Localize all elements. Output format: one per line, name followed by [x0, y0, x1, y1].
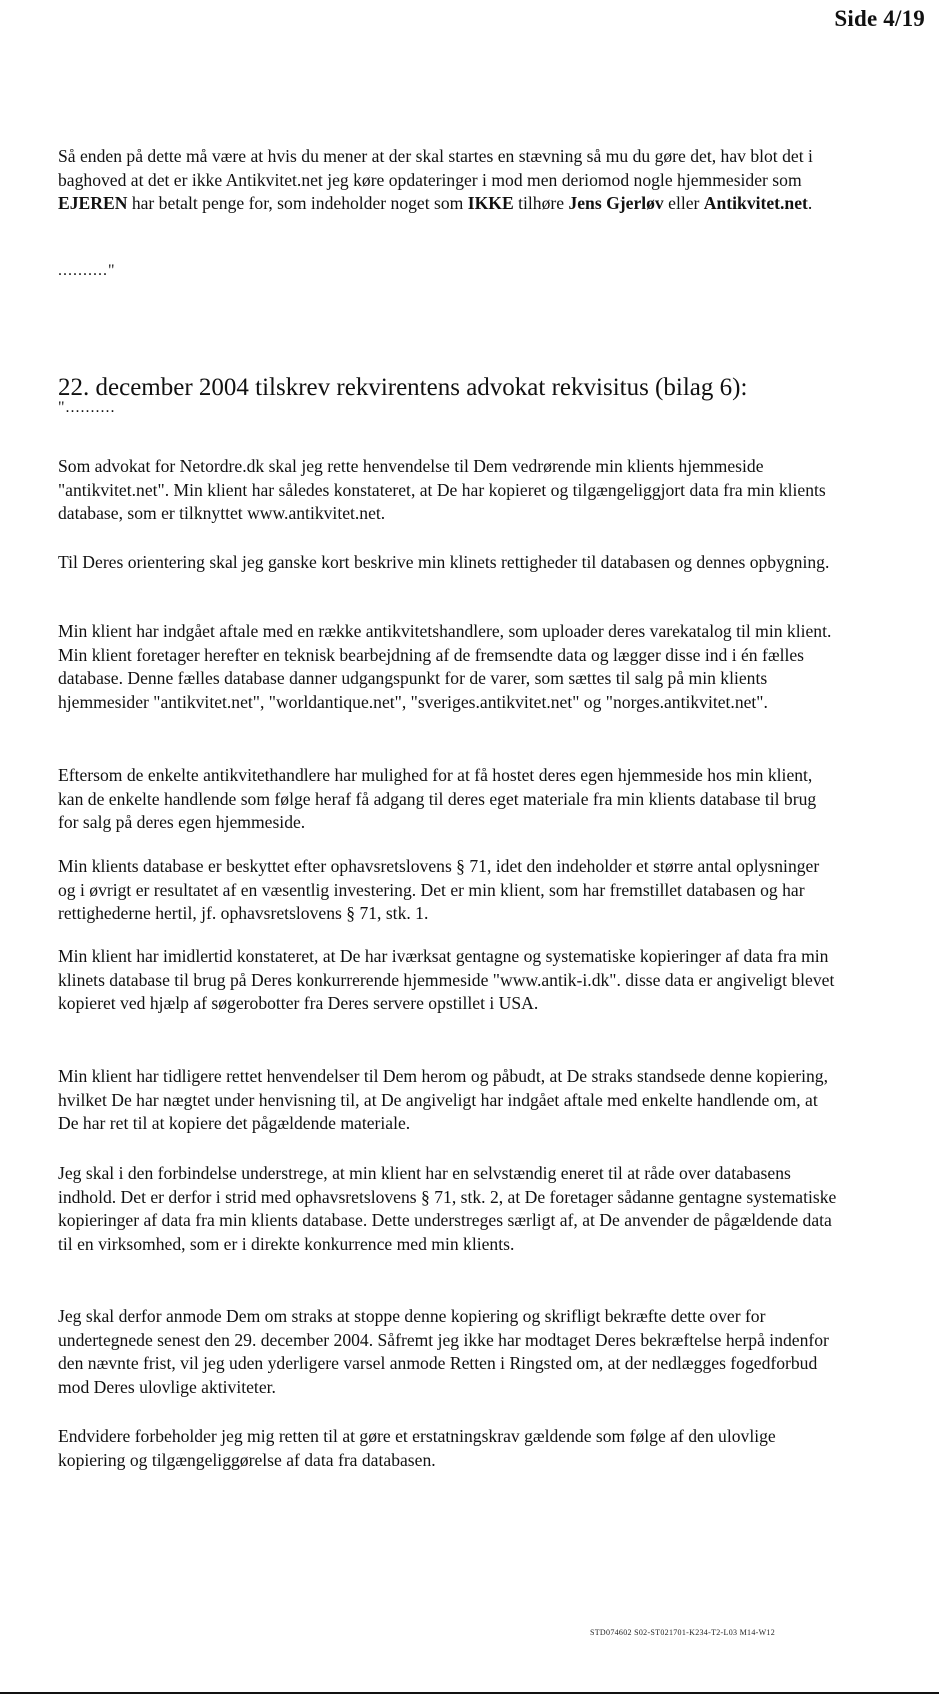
letter-paragraph: Endvidere forbeholder jeg mig retten til at gøre et erstatningskrav gældende som følge af den ulovlige kopiering og tilgængeliggørelse af data fra databasen.: [58, 1426, 776, 1470]
letter-paragraph: Min klient har imidlertid konstateret, at De har iværksat gentagne og systematiske kopieringer af data fra min klinets database til brug på Deres konkurrerende hjemmeside "www.antik-i.dk". disse data er angiveligt blevet kopieret ved hjælp af søgerobotter fra Deres servere opstillet i USA.: [58, 946, 835, 1013]
letter-paragraph: Min klients database er beskyttet efter ophavsretslovens § 71, idet den indeholder et større antal oplysninger og i øvrigt er resultatet af en væsentlig investering. Det er min klient, som har fremstillet databasen og har rettighederne hertil, jf. ophavsretslovens § 71, stk. 1.: [58, 856, 820, 923]
quote-text-2: har betalt penge for, som indeholder noget som: [127, 193, 468, 213]
quote-text-5: .: [807, 193, 813, 213]
letter-paragraph: Som advokat for Netordre.dk skal jeg rette henvendelse til Dem vedrørende min klients hjemmeside "antikvitet.net". Min klient har således konstateret, at De har kopieret og tilgængeliggjort data fra min klients database, som er tilknyttet www.antikvitet.net.: [58, 456, 826, 523]
letter-paragraph: Jeg skal derfor anmode Dem om straks at stoppe denne kopiering og skrifligt bekræfte dette over for undertegnede senest den 29. december 2004. Såfremt jeg ikke har modtaget Deres bekræftelse herpå indenfor den nævnte frist, vil jeg uden yderligere varsel anmode Retten i Ringsted om, at der nedlægges fogedforbud mod Deres ulovlige aktiviteter.: [58, 1306, 829, 1397]
quote-jens: Jens Gjerløv: [568, 193, 664, 213]
quoted-paragraph: [58, 145, 838, 216]
quote-open-ellipsis: "..........: [58, 399, 116, 416]
section-heading: 22. december 2004 tilskrev rekvirentens advokat rekvisitus (bilag 6):: [58, 374, 748, 401]
quote-close-ellipsis: ..........": [58, 262, 116, 279]
quote-text-1: Så enden på dette må være at hvis du mener at der skal startes en stævning så mu du gøre det, hav blot det i baghoved at det er ikke Antikvitet.net jeg køre opdateringer i mod men deriomod nogle hjemmesider som: [58, 146, 813, 190]
page-number: Side 4/19: [834, 6, 925, 31]
letter-paragraph: Min klient har indgået aftale med en række antikvitetshandlere, som uploader deres varekatalog til min klient. Min klient foretager herefter en teknisk bearbejdning af de fremsendte data og lægger disse ind i én fælles database. Denne fælles database danner udgangspunkt for de varer, som sættes til salg på min klients hjemmesider "antikvitet.net", "worldantique.net", "sveriges.antikvitet.net" og "norges.antikvitet.net".: [58, 621, 832, 712]
letter-paragraph: Eftersom de enkelte antikvitethandlere har mulighed for at få hostet deres egen hjemmeside hos min klient, kan de enkelte handlende som følge heraf få adgang til deres eget materiale fra min klients database til brug for salg på deres egen hjemmeside.: [58, 765, 817, 832]
quote-text-3: tilhøre: [513, 193, 569, 213]
letter-paragraph: Til Deres orientering skal jeg ganske kort beskrive min klinets rettigheder til databasen og dennes opbygning.: [58, 552, 830, 572]
quote-ejeren: EJEREN: [58, 193, 128, 213]
letter-paragraph: Min klient har tidligere rettet henvendelser til Dem herom og påbudt, at De straks standsede denne kopiering, hvilket De har nægtet under henvisning til, at De angiveligt har indgået aftale med enkelte handlende om, at De har ret til at kopiere det pågældende materiale.: [58, 1066, 828, 1133]
letter-paragraph: Jeg skal i den forbindelse understrege, at min klient har en selvstændig eneret til at råde over databasens indhold. Det er derfor i strid med ophavsretslovens § 71, stk. 2, at De foretager sådanne gentagne systematiske kopieringer af data fra min klients database. Dette understreges særligt af, at De anvender de pågældende data til en virksomhed, som er i direkte konkurrence med min klients.: [58, 1163, 837, 1254]
bottom-divider: [0, 1692, 939, 1694]
quote-ikke: IKKE: [467, 193, 514, 213]
quote-antikvitet: Antikvitet.net: [703, 193, 808, 213]
document-code: STD074602 S02-ST021701-K234-T2-L03 M14-W12: [590, 1628, 776, 1637]
quote-text-4: eller: [663, 193, 704, 213]
